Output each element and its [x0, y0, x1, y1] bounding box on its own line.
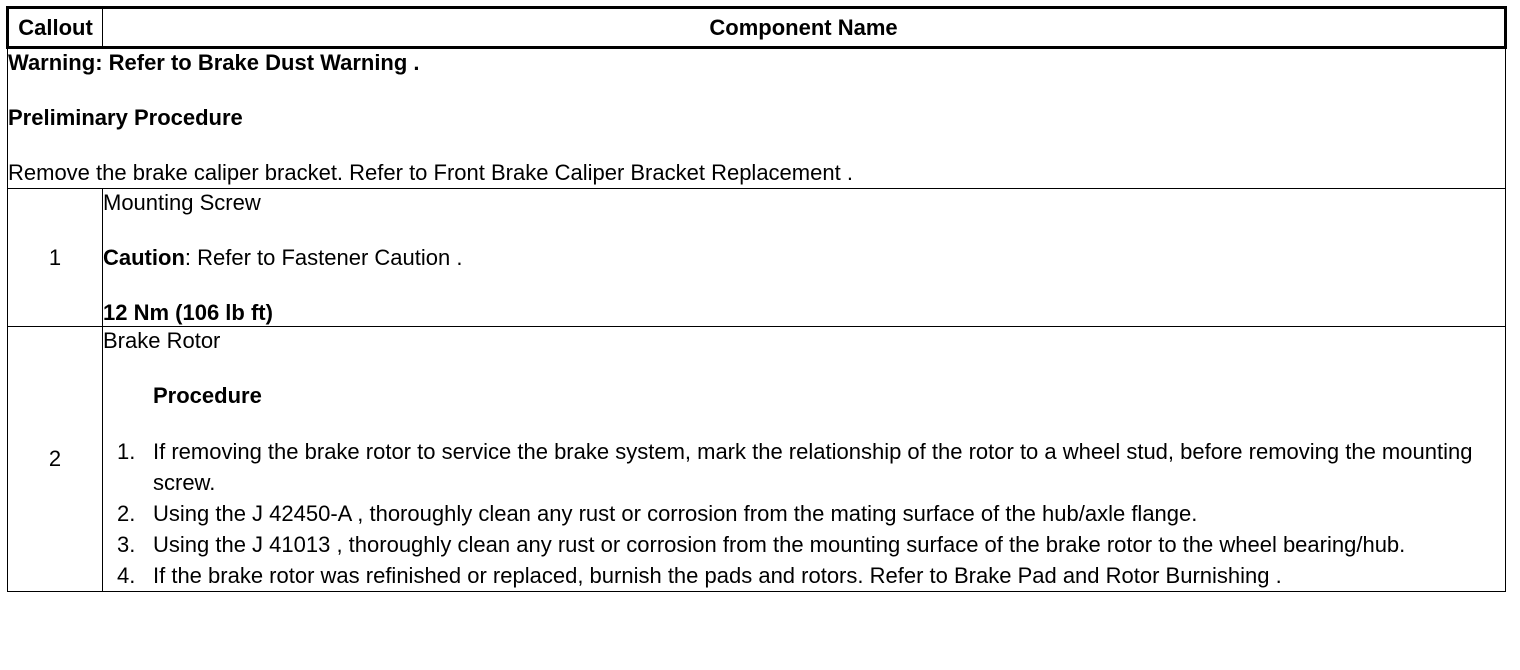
- callout-number: 1: [8, 189, 103, 327]
- procedure-step: [103, 498, 1505, 529]
- procedure-step: [103, 436, 1505, 498]
- component-name: Mounting Screw: [103, 190, 261, 215]
- step-number: 4.: [117, 563, 136, 588]
- step-text: If removing the brake rotor to service the brake system, mark the relationship of the rotor to a wheel stud, before removing the mounting screw.: [153, 439, 1473, 495]
- component-table: [6, 6, 1507, 592]
- component-cell: [103, 327, 1506, 592]
- preliminary-cell: [8, 48, 1506, 189]
- torque-spec: 12 Nm (106 lb ft): [103, 300, 273, 325]
- preliminary-row: [8, 48, 1506, 189]
- step-text: Using the J 41013 , thoroughly clean any rust or corrosion from the mounting surface of the brake rotor to the wheel bearing/hub.: [153, 532, 1406, 557]
- procedure-title: Procedure: [153, 383, 262, 408]
- component-cell: [103, 189, 1506, 327]
- caution-label: Caution: [103, 245, 185, 270]
- preliminary-procedure-title: Preliminary Procedure: [8, 105, 243, 130]
- procedure-steps: [103, 436, 1505, 591]
- step-number: 3.: [117, 532, 136, 557]
- header-component-name: Component Name: [103, 8, 1506, 48]
- table-header-row: [8, 8, 1506, 48]
- callout-number: 2: [8, 327, 103, 592]
- preliminary-procedure-text: Remove the brake caliper bracket. Refer to Front Brake Caliper Bracket Replacement .: [8, 160, 853, 185]
- step-number: 2.: [117, 501, 136, 526]
- warning-text: : Refer to Brake Dust Warning .: [95, 50, 420, 75]
- caution-line: [103, 244, 1505, 271]
- step-text: Using the J 42450-A , thoroughly clean any rust or corrosion from the mating surface of the hub/axle flange.: [153, 501, 1198, 526]
- procedure-step: [103, 560, 1505, 591]
- warning-line: [8, 49, 1505, 76]
- component-name: Brake Rotor: [103, 328, 221, 353]
- caution-text: : Refer to Fastener Caution .: [184, 245, 463, 270]
- procedure-step: [103, 529, 1505, 560]
- warning-label: Warning: [8, 50, 96, 75]
- table-row: [8, 189, 1506, 327]
- table-row: [8, 327, 1506, 592]
- step-text: If the brake rotor was refinished or replaced, burnish the pads and rotors. Refer to Brake Pad and Rotor Burnishing .: [153, 563, 1282, 588]
- step-number: 1.: [117, 439, 136, 464]
- header-callout: Callout: [8, 8, 103, 48]
